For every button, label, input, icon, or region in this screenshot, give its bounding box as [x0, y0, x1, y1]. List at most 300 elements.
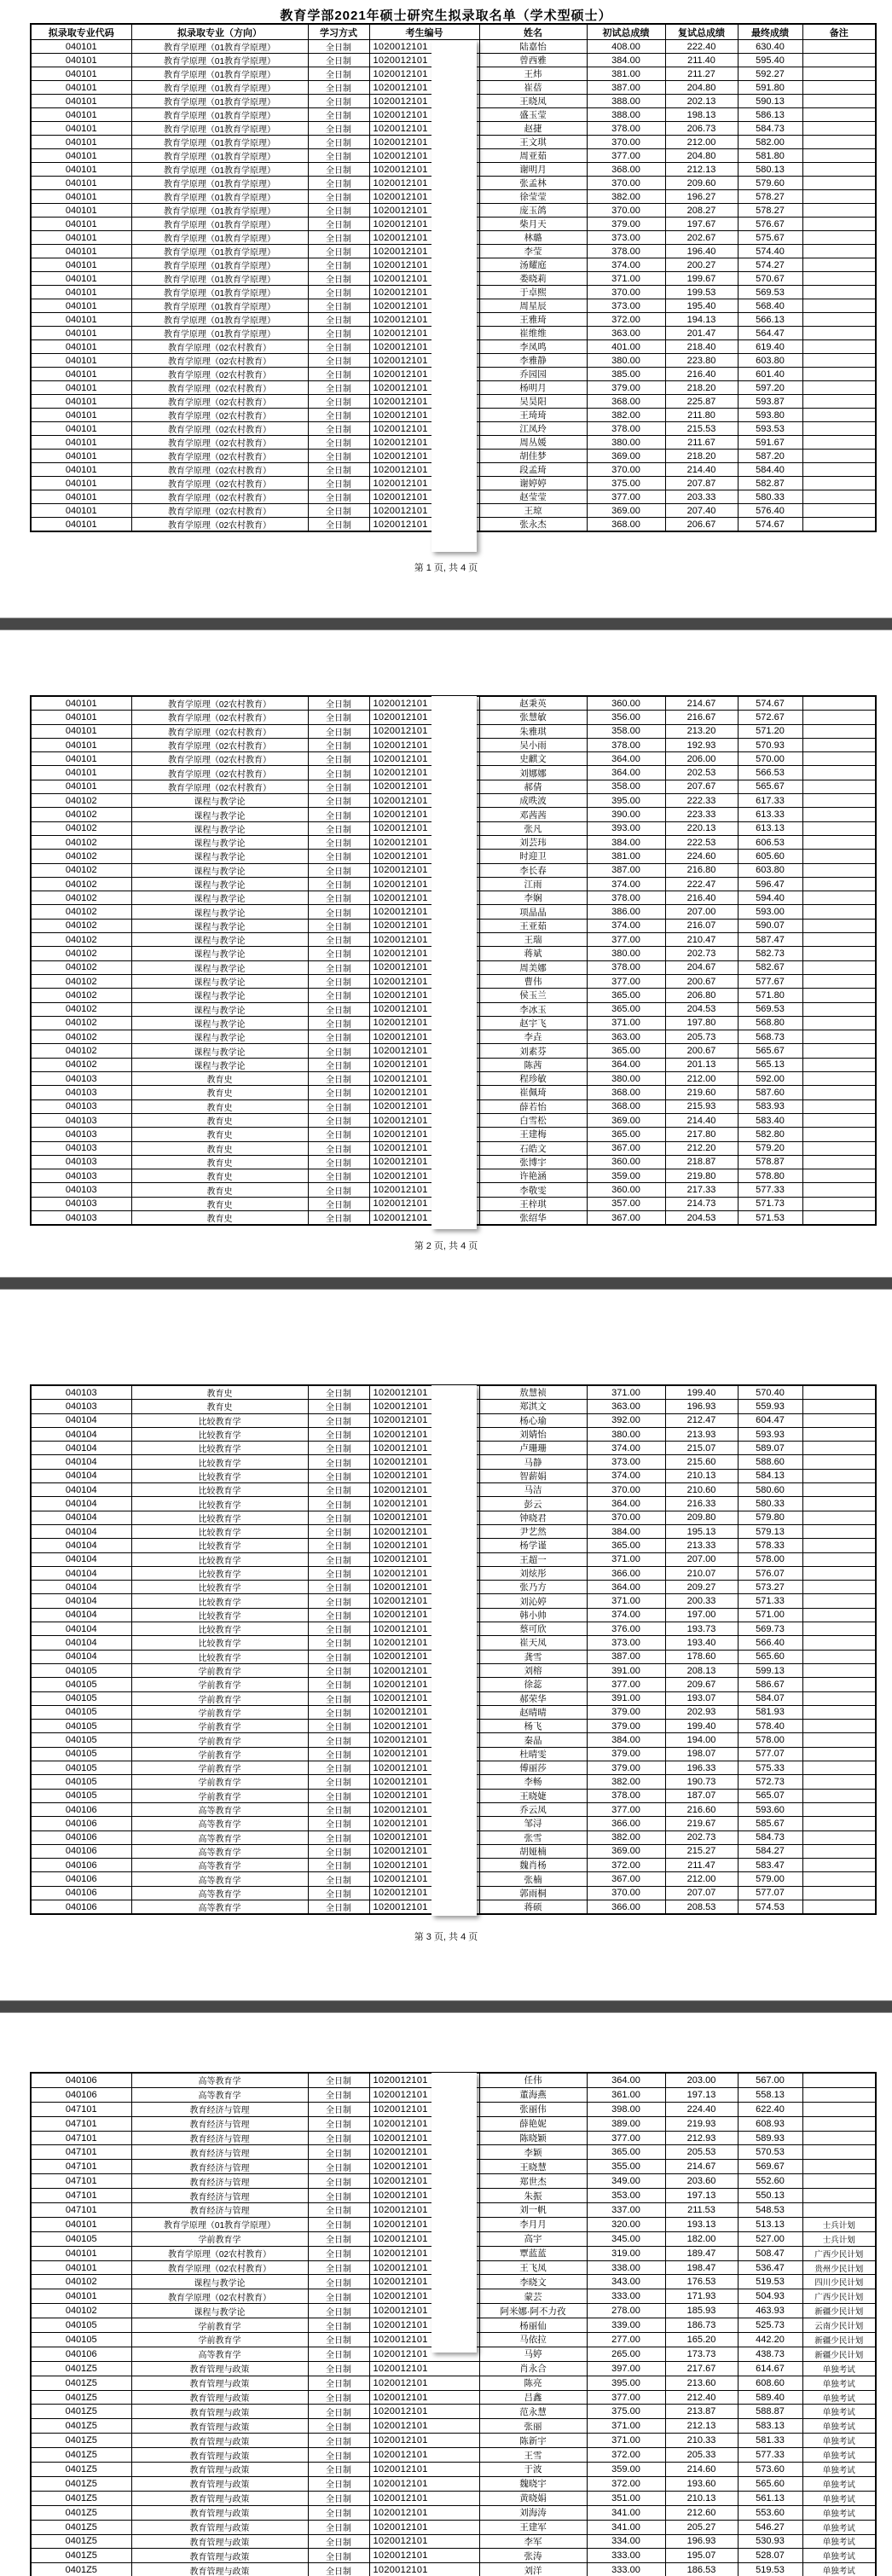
cell-exam-number: 1020012101	[369, 1775, 479, 1789]
cell-retest-score: 206.73	[665, 122, 738, 136]
cell-remark: 单独考试	[802, 2376, 876, 2390]
cell-major-name: 比较教育学	[131, 1650, 308, 1663]
cell-major-code: 040101	[31, 711, 131, 724]
cell-study-mode: 全日制	[308, 711, 369, 724]
cell-exam-number: 1020012101	[369, 1030, 479, 1044]
cell-candidate-name: 李冰玉	[479, 1002, 587, 1016]
cell-retest-score: 207.40	[665, 504, 738, 518]
cell-remark	[802, 477, 876, 490]
cell-candidate-name: 刘芸玮	[479, 835, 587, 849]
cell-retest-score: 203.33	[665, 490, 738, 504]
cell-remark	[802, 1469, 876, 1482]
cell-major-name: 教育管理与政策	[131, 2491, 308, 2505]
cell-major-name: 教育学原理（01教育学原理）	[131, 122, 308, 136]
exam-number-redaction-overlay	[432, 2073, 477, 2353]
cell-exam-number: 1020012101	[369, 2361, 479, 2376]
cell-candidate-name: 刘娜娜	[479, 766, 587, 780]
cell-major-code: 0401Z5	[31, 2448, 131, 2463]
cell-final-score: 508.47	[738, 2246, 802, 2260]
cell-initial-score: 364.00	[587, 1058, 665, 1071]
cell-candidate-name: 马依拉	[479, 2333, 587, 2347]
cell-retest-score: 211.40	[665, 54, 738, 67]
cell-study-mode: 全日制	[308, 1608, 369, 1622]
cell-remark	[802, 1789, 876, 1802]
cell-study-mode: 全日制	[308, 2246, 369, 2260]
cell-exam-number: 1020012101	[369, 835, 479, 849]
cell-retest-score: 206.67	[665, 518, 738, 532]
cell-major-name: 教育学原理（01教育学原理）	[131, 2217, 308, 2231]
cell-retest-score: 222.33	[665, 794, 738, 808]
cell-study-mode: 全日制	[308, 354, 369, 368]
cell-study-mode: 全日制	[308, 477, 369, 490]
cell-study-mode: 全日制	[308, 381, 369, 395]
cell-exam-number: 1020012101	[369, 2476, 479, 2491]
cell-retest-score: 218.87	[665, 1155, 738, 1169]
cell-initial-score: 372.00	[587, 2448, 665, 2463]
cell-study-mode: 全日制	[308, 2102, 369, 2116]
cell-retest-score: 207.67	[665, 780, 738, 793]
page-title: 教育学部2021年硕士研究生拟录取名单（学术型硕士）	[280, 9, 612, 23]
cell-major-code: 040101	[31, 2246, 131, 2260]
cell-exam-number: 1020012101	[369, 1169, 479, 1183]
cell-major-name: 教育学原理（02农村教育）	[131, 780, 308, 793]
cell-candidate-name: 盛玉莹	[479, 108, 587, 122]
cell-study-mode: 全日制	[308, 1400, 369, 1413]
cell-final-score: 591.67	[738, 436, 802, 450]
cell-candidate-name: 乔园园	[479, 368, 587, 381]
cell-retest-score: 224.40	[665, 2102, 738, 2116]
cell-final-score: 581.93	[738, 1705, 802, 1719]
cell-exam-number: 1020012101	[369, 1622, 479, 1636]
cell-final-score: 590.13	[738, 95, 802, 108]
cell-retest-score: 212.40	[665, 2390, 738, 2405]
cell-major-name: 比较教育学	[131, 1581, 308, 1594]
cell-study-mode: 全日制	[308, 1469, 369, 1482]
cell-major-name: 教育管理与政策	[131, 2534, 308, 2549]
cell-major-code: 040104	[31, 1469, 131, 1482]
cell-initial-score: 371.00	[587, 2434, 665, 2448]
cell-major-name: 比较教育学	[131, 1539, 308, 1552]
cell-major-name: 教育管理与政策	[131, 2390, 308, 2405]
cell-initial-score: 370.00	[587, 1483, 665, 1497]
cell-final-score: 580.33	[738, 490, 802, 504]
cell-final-score: 570.40	[738, 1385, 802, 1400]
cell-exam-number: 1020012101	[369, 177, 479, 190]
cell-remark	[802, 1524, 876, 1538]
cell-major-name: 课程与教学论	[131, 794, 308, 808]
cell-major-name: 教育学原理（01教育学原理）	[131, 204, 308, 218]
cell-exam-number: 1020012101	[369, 1016, 479, 1030]
cell-study-mode: 全日制	[308, 67, 369, 81]
cell-final-score: 593.53	[738, 422, 802, 436]
cell-retest-score: 199.53	[665, 286, 738, 299]
cell-candidate-name: 钟晓君	[479, 1511, 587, 1524]
cell-initial-score: 381.00	[587, 850, 665, 863]
cell-candidate-name: 吴小雨	[479, 738, 587, 751]
cell-study-mode: 全日制	[308, 313, 369, 327]
cell-major-code: 040105	[31, 1691, 131, 1705]
cell-study-mode: 全日制	[308, 1663, 369, 1677]
cell-major-code: 040101	[31, 95, 131, 108]
cell-remark: 单独考试	[802, 2505, 876, 2520]
cell-major-code: 040104	[31, 1413, 131, 1427]
cell-candidate-name: 薛若怡	[479, 1099, 587, 1113]
cell-initial-score: 390.00	[587, 808, 665, 821]
cell-study-mode: 全日制	[308, 340, 369, 354]
cell-final-score: 606.53	[738, 835, 802, 849]
cell-final-score: 571.53	[738, 1210, 802, 1225]
cell-exam-number: 1020012101	[369, 245, 479, 258]
cell-major-code: 040101	[31, 177, 131, 190]
cell-candidate-name: 李娴	[479, 891, 587, 905]
cell-retest-score: 212.13	[665, 163, 738, 177]
cell-major-code: 040102	[31, 905, 131, 919]
cell-major-name: 比较教育学	[131, 1622, 308, 1636]
cell-major-name: 教育经济与管理	[131, 2174, 308, 2189]
cell-final-score: 582.67	[738, 960, 802, 974]
cell-exam-number: 1020012101	[369, 436, 479, 450]
cell-initial-score: 398.00	[587, 2102, 665, 2116]
cell-remark	[802, 272, 876, 286]
cell-major-code: 040101	[31, 368, 131, 381]
cell-retest-score: 212.13	[665, 2419, 738, 2434]
cell-final-score: 576.07	[738, 1566, 802, 1580]
cell-study-mode: 全日制	[308, 1817, 369, 1830]
cell-final-score: 559.93	[738, 1400, 802, 1413]
cell-final-score: 581.80	[738, 149, 802, 163]
cell-major-code: 040105	[31, 1775, 131, 1789]
cell-initial-score: 368.00	[587, 1086, 665, 1099]
cell-study-mode: 全日制	[308, 218, 369, 231]
cell-final-score: 565.07	[738, 1789, 802, 1802]
cell-remark	[802, 1455, 876, 1469]
cell-candidate-name: 刘洋	[479, 2563, 587, 2576]
cell-retest-score: 219.60	[665, 1086, 738, 1099]
cell-remark	[802, 2189, 876, 2203]
cell-major-name: 学前教育学	[131, 2231, 308, 2246]
cell-remark	[802, 1197, 876, 1210]
cell-final-score: 589.07	[738, 1442, 802, 1455]
cell-candidate-name: 李莹	[479, 245, 587, 258]
cell-candidate-name: 陈晓颖	[479, 2131, 587, 2145]
cell-initial-score: 391.00	[587, 1691, 665, 1705]
cell-study-mode: 全日制	[308, 1524, 369, 1538]
cell-major-code: 040104	[31, 1622, 131, 1636]
cell-initial-score: 360.00	[587, 1155, 665, 1169]
cell-exam-number: 1020012101	[369, 286, 479, 299]
cell-major-name: 教育史	[131, 1155, 308, 1169]
cell-major-code: 040104	[31, 1566, 131, 1580]
cell-study-mode: 全日制	[308, 1058, 369, 1071]
cell-remark	[802, 933, 876, 947]
cell-major-name: 教育学原理（02农村教育）	[131, 504, 308, 518]
cell-retest-score: 199.40	[665, 1385, 738, 1400]
cell-retest-score: 194.00	[665, 1733, 738, 1747]
cell-retest-score: 200.67	[665, 974, 738, 988]
cell-final-score: 619.40	[738, 340, 802, 354]
cell-remark: 广西少民计划	[802, 2289, 876, 2304]
column-header-initial-score: 初试总成绩	[587, 24, 665, 40]
cell-exam-number: 1020012101	[369, 463, 479, 477]
cell-candidate-name: 柴月天	[479, 218, 587, 231]
cell-retest-score: 203.00	[665, 2073, 738, 2087]
cell-remark	[802, 1413, 876, 1427]
cell-major-name: 教育学原理（02农村教育）	[131, 696, 308, 711]
cell-candidate-name: 张凡	[479, 821, 587, 835]
cell-major-code: 040101	[31, 286, 131, 299]
cell-initial-score: 319.00	[587, 2246, 665, 2260]
cell-candidate-name: 赵捷	[479, 122, 587, 136]
cell-final-score: 578.27	[738, 190, 802, 204]
cell-remark	[802, 81, 876, 95]
cell-exam-number: 1020012101	[369, 1413, 479, 1427]
cell-retest-score: 209.67	[665, 1678, 738, 1691]
cell-candidate-name: 马洁	[479, 1483, 587, 1497]
cell-candidate-name: 张涛	[479, 2549, 587, 2563]
cell-major-name: 课程与教学论	[131, 2275, 308, 2289]
cell-exam-number: 1020012101	[369, 1581, 479, 1594]
cell-remark	[802, 1900, 876, 1914]
cell-major-name: 教育史	[131, 1141, 308, 1155]
cell-major-name: 比较教育学	[131, 1427, 308, 1441]
cell-study-mode: 全日制	[308, 1650, 369, 1663]
cell-major-code: 0401Z5	[31, 2476, 131, 2491]
cell-retest-score: 212.00	[665, 1072, 738, 1086]
cell-major-code: 040101	[31, 518, 131, 532]
cell-final-score: 577.67	[738, 974, 802, 988]
cell-candidate-name: 郝荣华	[479, 1691, 587, 1705]
cell-candidate-name: 杨学谨	[479, 1539, 587, 1552]
cell-final-score: 596.47	[738, 877, 802, 891]
cell-final-score: 569.67	[738, 2160, 802, 2174]
cell-remark	[802, 436, 876, 450]
cell-retest-score: 200.33	[665, 1594, 738, 1608]
cell-study-mode: 全日制	[308, 504, 369, 518]
cell-remark	[802, 1427, 876, 1441]
cell-exam-number: 1020012101	[369, 780, 479, 793]
cell-major-code: 040101	[31, 422, 131, 436]
cell-candidate-name: 曹伟	[479, 974, 587, 988]
cell-candidate-name: 乔云凤	[479, 1802, 587, 1816]
cell-remark: 四川少民计划	[802, 2275, 876, 2289]
cell-major-code: 040102	[31, 989, 131, 1002]
cell-remark: 单独考试	[802, 2549, 876, 2563]
cell-remark	[802, 877, 876, 891]
cell-final-score: 566.53	[738, 766, 802, 780]
cell-study-mode: 全日制	[308, 919, 369, 932]
cell-study-mode: 全日制	[308, 108, 369, 122]
table-row	[31, 2534, 876, 2549]
table-row	[31, 2463, 876, 2477]
cell-major-code: 0401Z5	[31, 2361, 131, 2376]
column-header-major-code: 拟录取专业代码	[31, 24, 131, 40]
cell-candidate-name: 周丛媛	[479, 436, 587, 450]
cell-final-score: 565.60	[738, 1650, 802, 1663]
cell-major-name: 比较教育学	[131, 1636, 308, 1650]
cell-initial-score: 374.00	[587, 1469, 665, 1482]
cell-major-name: 教育学原理（01教育学原理）	[131, 231, 308, 245]
cell-study-mode: 全日制	[308, 286, 369, 299]
cell-candidate-name: 郑世杰	[479, 2174, 587, 2189]
cell-candidate-name: 项晶晶	[479, 905, 587, 919]
cell-remark	[802, 1678, 876, 1691]
cell-major-name: 教育学原理（02农村教育）	[131, 711, 308, 724]
cell-exam-number: 1020012101	[369, 1427, 479, 1441]
cell-initial-score: 380.00	[587, 947, 665, 960]
cell-candidate-name: 蔡可欣	[479, 1622, 587, 1636]
cell-exam-number: 1020012101	[369, 136, 479, 149]
cell-candidate-name: 蒙芸	[479, 2289, 587, 2304]
cell-retest-score: 216.60	[665, 1802, 738, 1816]
cell-major-code: 040102	[31, 1016, 131, 1030]
cell-remark: 单独考试	[802, 2405, 876, 2419]
cell-initial-score: 372.00	[587, 313, 665, 327]
cell-retest-score: 214.40	[665, 1113, 738, 1127]
cell-exam-number: 1020012101	[369, 933, 479, 947]
cell-study-mode: 全日制	[308, 696, 369, 711]
cell-major-code: 040101	[31, 67, 131, 81]
cell-initial-score: 370.00	[587, 136, 665, 149]
cell-initial-score: 371.00	[587, 2419, 665, 2434]
cell-initial-score: 338.00	[587, 2260, 665, 2275]
cell-major-name: 课程与教学论	[131, 1002, 308, 1016]
cell-major-name: 教育经济与管理	[131, 2189, 308, 2203]
cell-retest-score: 223.80	[665, 354, 738, 368]
cell-major-code: 040102	[31, 850, 131, 863]
cell-final-score: 566.40	[738, 1636, 802, 1650]
cell-initial-score: 360.00	[587, 696, 665, 711]
cell-study-mode: 全日制	[308, 1859, 369, 1872]
cell-initial-score: 379.00	[587, 1761, 665, 1775]
cell-retest-score: 194.13	[665, 313, 738, 327]
cell-study-mode: 全日制	[308, 2116, 369, 2131]
cell-exam-number: 1020012101	[369, 989, 479, 1002]
cell-exam-number: 1020012101	[369, 2289, 479, 2304]
cell-major-code: 040105	[31, 1761, 131, 1775]
cell-exam-number: 1020012101	[369, 149, 479, 163]
cell-exam-number: 1020012101	[369, 960, 479, 974]
cell-exam-number: 1020012101	[369, 218, 479, 231]
cell-initial-score: 369.00	[587, 1844, 665, 1858]
cell-remark: 单独考试	[802, 2419, 876, 2434]
cell-retest-score: 215.07	[665, 1442, 738, 1455]
cell-major-name: 课程与教学论	[131, 1030, 308, 1044]
cell-candidate-name: 阿米娜·阿不力孜	[479, 2304, 587, 2318]
cell-major-code: 040102	[31, 1030, 131, 1044]
cell-initial-score: 382.00	[587, 1830, 665, 1844]
cell-retest-score: 176.53	[665, 2275, 738, 2289]
cell-retest-score: 205.53	[665, 2145, 738, 2160]
cell-initial-score: 351.00	[587, 2491, 665, 2505]
cell-study-mode: 全日制	[308, 245, 369, 258]
cell-remark	[802, 2145, 876, 2160]
cell-remark	[802, 960, 876, 974]
cell-initial-score: 387.00	[587, 81, 665, 95]
cell-major-name: 教育学原理（01教育学原理）	[131, 327, 308, 340]
cell-remark: 单独考试	[802, 2361, 876, 2376]
cell-candidate-name: 赵莹莹	[479, 490, 587, 504]
cell-major-code: 040102	[31, 877, 131, 891]
cell-remark	[802, 1622, 876, 1636]
cell-candidate-name: 王晓慧	[479, 2160, 587, 2174]
cell-initial-score: 365.00	[587, 1044, 665, 1058]
cell-exam-number: 1020012101	[369, 67, 479, 81]
cell-exam-number: 1020012101	[369, 2160, 479, 2174]
cell-study-mode: 全日制	[308, 1581, 369, 1594]
cell-retest-score: 209.27	[665, 1581, 738, 1594]
cell-remark	[802, 766, 876, 780]
cell-candidate-name: 龚雪	[479, 1650, 587, 1663]
cell-initial-score: 373.00	[587, 231, 665, 245]
cell-exam-number: 1020012101	[369, 2376, 479, 2390]
cell-candidate-name: 程珍敏	[479, 1072, 587, 1086]
cell-retest-score: 200.27	[665, 258, 738, 272]
cell-final-score: 574.40	[738, 245, 802, 258]
cell-retest-score: 200.67	[665, 1044, 738, 1058]
cell-final-score: 438.73	[738, 2347, 802, 2361]
cell-initial-score: 371.00	[587, 1594, 665, 1608]
cell-major-code: 040104	[31, 1483, 131, 1497]
cell-retest-score: 203.60	[665, 2174, 738, 2189]
cell-initial-score: 374.00	[587, 1442, 665, 1455]
cell-exam-number: 1020012101	[369, 95, 479, 108]
cell-study-mode: 全日制	[308, 766, 369, 780]
cell-final-score: 574.67	[738, 696, 802, 711]
cell-final-score: 595.40	[738, 54, 802, 67]
cell-study-mode: 全日制	[308, 2347, 369, 2361]
cell-exam-number: 1020012101	[369, 1566, 479, 1580]
cell-major-name: 教育学原理（01教育学原理）	[131, 272, 308, 286]
cell-exam-number: 1020012101	[369, 752, 479, 766]
cell-study-mode: 全日制	[308, 947, 369, 960]
cell-major-name: 课程与教学论	[131, 1016, 308, 1030]
cell-final-score: 586.67	[738, 1678, 802, 1691]
cell-remark	[802, 711, 876, 724]
cell-study-mode: 全日制	[308, 136, 369, 149]
cell-candidate-name: 林璐	[479, 231, 587, 245]
cell-remark	[802, 95, 876, 108]
cell-remark	[802, 1511, 876, 1524]
cell-exam-number: 1020012101	[369, 2131, 479, 2145]
cell-final-score: 570.00	[738, 752, 802, 766]
cell-study-mode: 全日制	[308, 752, 369, 766]
cell-retest-score: 193.07	[665, 1691, 738, 1705]
cell-study-mode: 全日制	[308, 2419, 369, 2434]
cell-remark	[802, 1802, 876, 1816]
cell-candidate-name: 陈茜	[479, 1058, 587, 1071]
cell-exam-number: 1020012101	[369, 1442, 479, 1455]
cell-major-name: 教育学原理（01教育学原理）	[131, 245, 308, 258]
cell-study-mode: 全日制	[308, 2217, 369, 2231]
cell-major-name: 比较教育学	[131, 1413, 308, 1427]
cell-major-name: 教育学原理（02农村教育）	[131, 518, 308, 532]
cell-study-mode: 全日制	[308, 1455, 369, 1469]
cell-retest-score: 213.93	[665, 1427, 738, 1441]
cell-study-mode: 全日制	[308, 1900, 369, 1914]
cell-remark	[802, 258, 876, 272]
cell-candidate-name: 曾西雅	[479, 54, 587, 67]
cell-initial-score: 401.00	[587, 340, 665, 354]
cell-initial-score: 371.00	[587, 1552, 665, 1566]
cell-initial-score: 384.00	[587, 54, 665, 67]
cell-major-name: 教育管理与政策	[131, 2419, 308, 2434]
cell-initial-score: 364.00	[587, 2073, 665, 2087]
cell-major-name: 比较教育学	[131, 1566, 308, 1580]
cell-remark	[802, 974, 876, 988]
cell-candidate-name: 李敬雯	[479, 1183, 587, 1197]
cell-candidate-name: 覃蓝蓝	[479, 2246, 587, 2260]
cell-retest-score: 195.13	[665, 1524, 738, 1538]
